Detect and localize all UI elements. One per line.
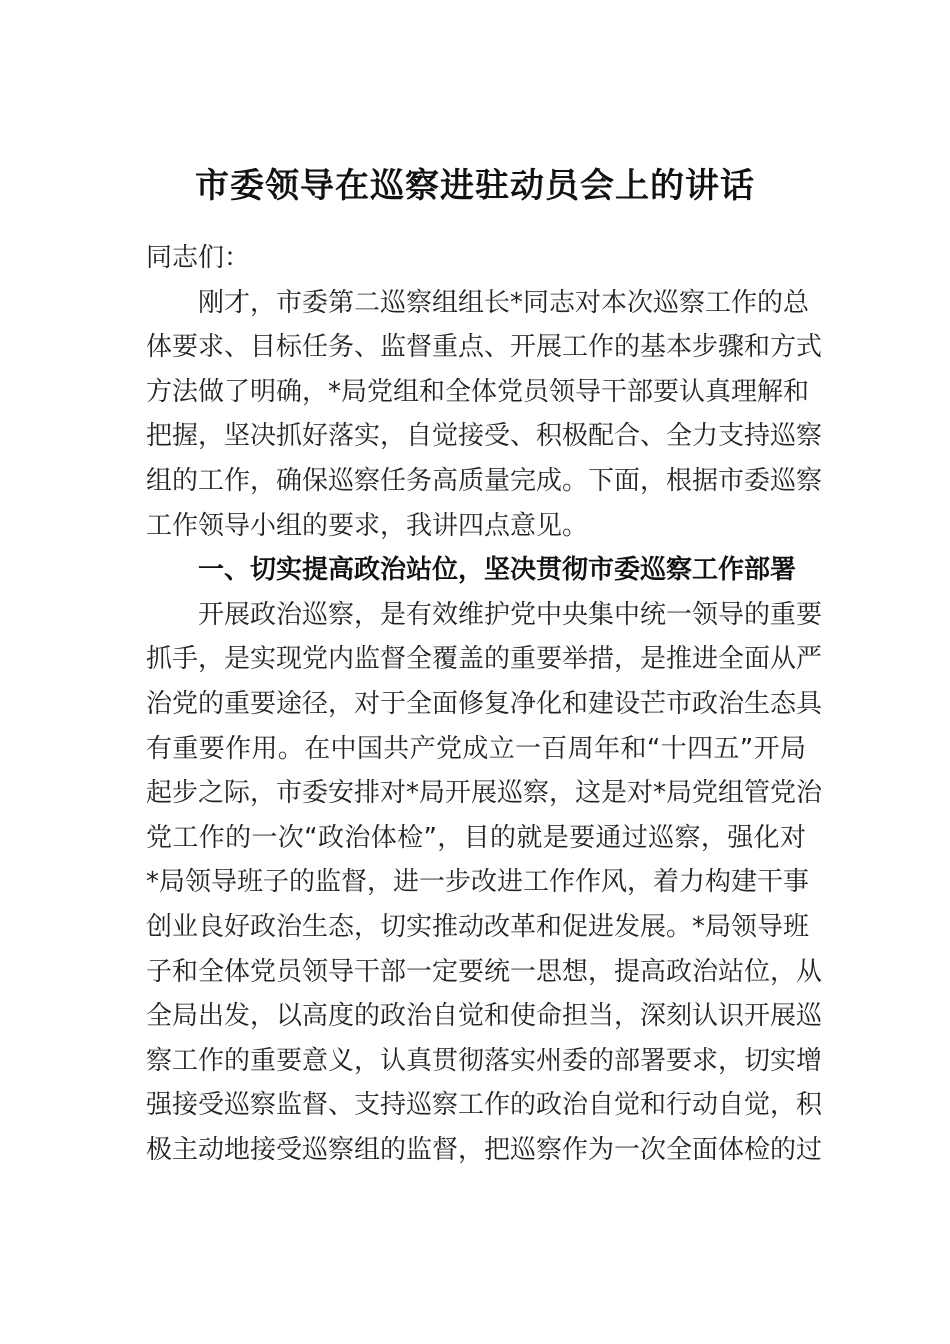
paragraph-2-line: 强接受巡察监督、支持巡察工作的政治自觉和行动自觉，积	[146, 1090, 823, 1121]
paragraph-1-line: 刚才，市委第二巡察组组长*同志对本次巡察工作的总	[198, 287, 810, 318]
paragraph-2-line: 治党的重要途径，对于全面修复净化和建设芒市政治生态具	[146, 688, 823, 719]
paragraph-2-line: 开展政治巡察，是有效维护党中央集中统一领导的重要	[198, 599, 823, 630]
paragraph-1-line: 方法做了明确，*局党组和全体党员领导干部要认真理解和	[146, 376, 810, 407]
paragraph-1-line: 把握，坚决抓好落实，自觉接受、积极配合、全力支持巡察	[146, 421, 823, 452]
salutation: 同志们：	[146, 243, 251, 273]
paragraph-2-line: 党工作的一次“政治体检”，目的就是要通过巡察，强化对	[146, 822, 806, 853]
document-title: 市委领导在巡察进驻动员会上的讲话	[195, 166, 755, 206]
paragraph-1-line: 组的工作，确保巡察任务高质量完成。下面，根据市委巡察	[146, 465, 823, 496]
paragraph-2-line: 有重要作用。在中国共产党成立一百周年和“十四五”开局	[146, 733, 806, 764]
document-body	[146, 236, 823, 1172]
paragraph-2-line: 极主动地接受巡察组的监督，把巡察作为一次全面体检的过	[146, 1134, 823, 1165]
paragraph-2-line: 察工作的重要意义，认真贯彻落实州委的部署要求，切实增	[146, 1045, 823, 1076]
paragraph-2-line: 抓手，是实现党内监督全覆盖的重要举措，是推进全面从严	[146, 644, 823, 675]
paragraph-1-line: 工作领导小组的要求，我讲四点意见。	[146, 510, 589, 541]
paragraph-2-line: *局领导班子的监督，进一步改进工作作风，着力构建干事	[146, 867, 810, 898]
paragraph-1-line: 体要求、目标任务、监督重点、开展工作的基本步骤和方式	[146, 332, 823, 363]
section-heading-1: 一、切实提高政治站位，坚决贯彻市委巡察工作部署	[198, 555, 797, 586]
paragraph-2-line: 起步之际，市委安排对*局开展巡察，这是对*局党组管党治	[146, 778, 823, 809]
paragraph-2-line: 子和全体党员领导干部一定要统一思想，提高政治站位，从	[146, 956, 823, 987]
paragraph-2-line: 创业良好政治生态，切实推动改革和促进发展。*局领导班	[146, 911, 810, 942]
paragraph-2-line: 全局出发，以高度的政治自觉和使命担当，深刻认识开展巡	[146, 1001, 823, 1032]
